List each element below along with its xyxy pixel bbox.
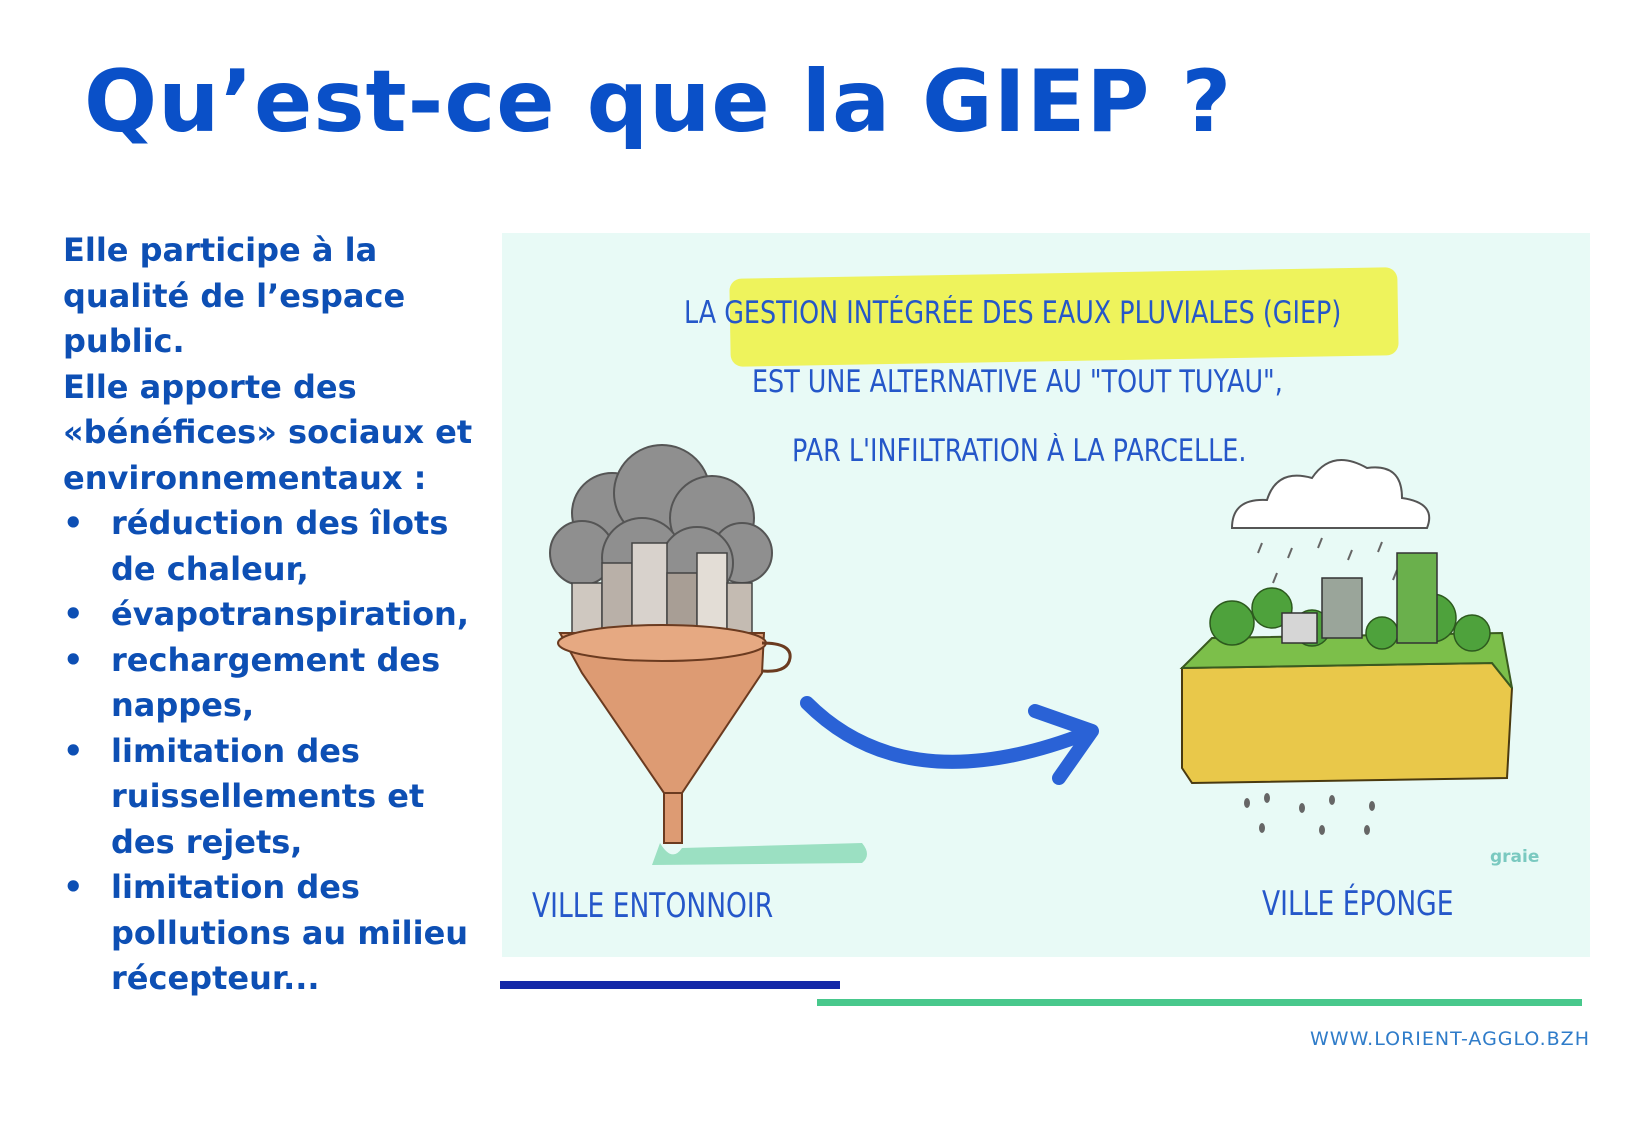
funnel-rim xyxy=(558,625,766,661)
benefit-item: • rechargement des nappes, xyxy=(63,638,483,729)
benefit-item: • limitation des ruissellements et des rejets, xyxy=(63,729,483,866)
illustration-heading-line-2: EST UNE ALTERNATIVE AU "TOUT TUYAU", xyxy=(752,364,1283,400)
benefit-item: • évapotranspiration, xyxy=(63,592,483,638)
illustration-heading-line-3: PAR L'INFILTRATION À LA PARCELLE. xyxy=(792,433,1247,469)
benefits-text-block xyxy=(63,228,483,1002)
ground-block xyxy=(1182,663,1512,783)
funnel-city-illustration xyxy=(542,443,802,863)
giep-illustration xyxy=(502,233,1590,957)
intro-line-1: Elle participe à la qualité de l’espace public. xyxy=(63,231,406,360)
decorative-green-line xyxy=(817,999,1582,1006)
infiltration-drops xyxy=(1244,793,1375,835)
runoff-water xyxy=(652,843,867,865)
funnel-handle xyxy=(762,643,790,671)
benefit-item: • réduction des îlots de chaleur, xyxy=(63,501,483,592)
page-title: Qu’est-ce que la GIEP ? xyxy=(84,52,1233,152)
ville-entonnoir-label: VILLE ENTONNOIR xyxy=(532,886,774,926)
sponge-city-illustration xyxy=(1172,438,1532,838)
decorative-blue-line xyxy=(500,981,840,989)
graie-credit: graie xyxy=(1490,847,1540,867)
green-buildings xyxy=(1282,553,1437,643)
funnel-spout xyxy=(664,793,682,843)
intro-line-2: Elle apporte des «bénéfices» sociaux et environnementaux : xyxy=(63,367,473,497)
benefits-list xyxy=(63,501,483,1002)
website-footer: WWW.LORIENT-AGGLO.BZH xyxy=(1310,1028,1590,1050)
illustration-heading-line-1: LA GESTION INTÉGRÉE DES EAUX PLUVIALES (GIEP) xyxy=(684,295,1342,331)
ville-eponge-label: VILLE ÉPONGE xyxy=(1262,884,1454,924)
rain-cloud xyxy=(1232,460,1429,528)
benefit-item: • limitation des pollutions au milieu récepteur... xyxy=(63,865,483,1002)
transition-arrow xyxy=(797,683,1117,823)
